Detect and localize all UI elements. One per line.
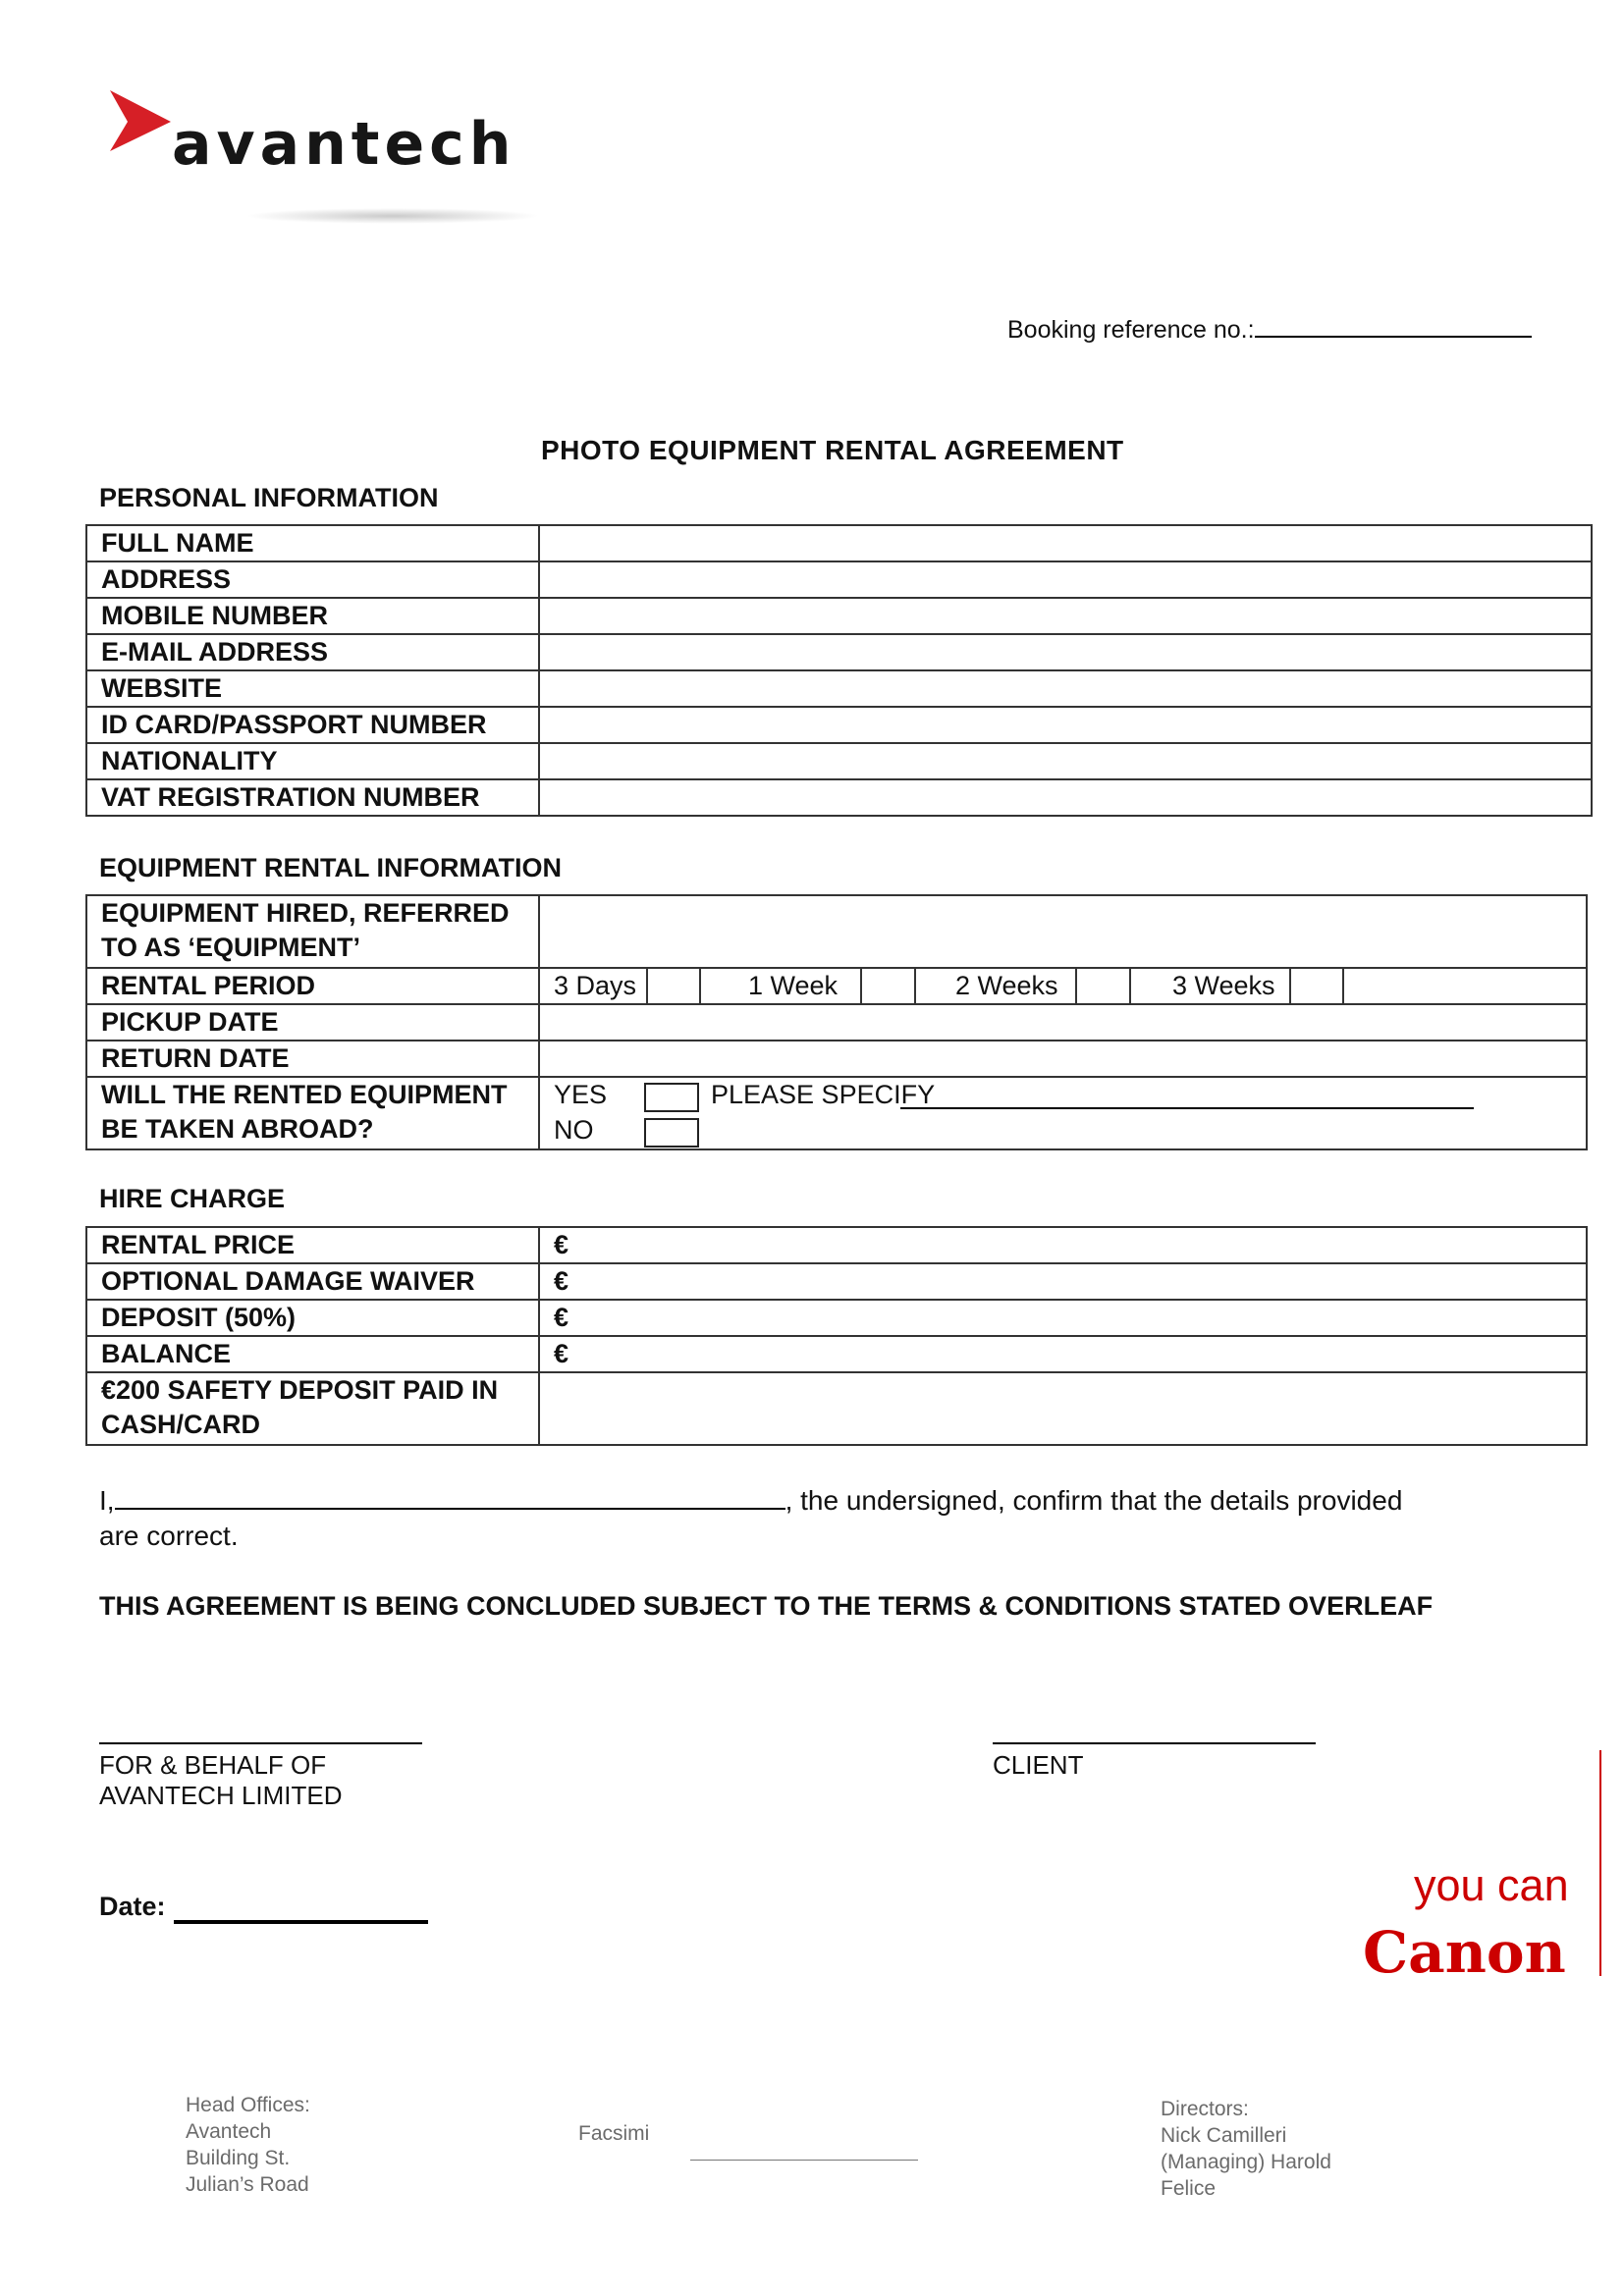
table-row — [86, 895, 1587, 968]
nationality-field[interactable] — [539, 743, 1592, 779]
client-signature-line[interactable] — [993, 1742, 1316, 1744]
nationality-label: NATIONALITY — [86, 743, 539, 779]
confirmation-statement — [99, 1482, 1402, 1517]
equipment-hired-field[interactable] — [539, 895, 1587, 968]
rental-price-field[interactable] — [539, 1227, 1587, 1263]
safety-deposit-field[interactable] — [539, 1372, 1587, 1445]
address-label: ADDRESS — [86, 561, 539, 598]
avantech-signature-line[interactable] — [99, 1742, 422, 1744]
divider — [699, 969, 701, 1003]
personal-info-table — [85, 524, 1593, 817]
return-date-field[interactable] — [539, 1041, 1587, 1077]
table-row — [86, 598, 1592, 634]
directors-line: Felice — [1161, 2177, 1217, 2200]
behalf-of-label — [99, 1750, 343, 1811]
full-name-field[interactable] — [539, 525, 1592, 561]
taken-abroad-label — [86, 1077, 539, 1149]
client-name-field[interactable] — [115, 1482, 785, 1510]
pickup-date-label: PICKUP DATE — [86, 1004, 539, 1041]
safety-deposit-label-line2: CASH/CARD — [101, 1410, 260, 1439]
table-row — [86, 1300, 1587, 1336]
table-row — [86, 779, 1592, 816]
email-field[interactable] — [539, 634, 1592, 670]
directors — [1161, 2096, 1331, 2202]
booking-reference — [1007, 312, 1532, 345]
table-row — [86, 1263, 1587, 1300]
id-passport-label: ID CARD/PASSPORT NUMBER — [86, 707, 539, 743]
head-offices-line: Julian’s Road — [186, 2173, 309, 2196]
terms-notice: THIS AGREEMENT IS BEING CONCLUDED SUBJECT TO THE TERMS & CONDITIONS STATED OVERLEAF — [99, 1591, 1434, 1621]
confirmation-suffix: , the undersigned, confirm that the details provided — [785, 1485, 1403, 1516]
avantech-logo-arrow-icon — [106, 86, 175, 157]
mobile-number-field[interactable] — [539, 598, 1592, 634]
personal-info-heading: PERSONAL INFORMATION — [99, 483, 439, 512]
taken-abroad-options — [539, 1077, 1587, 1149]
table-row — [86, 1227, 1587, 1263]
mobile-number-label: MOBILE NUMBER — [86, 598, 539, 634]
behalf-of-line1: FOR & BEHALF OF — [99, 1750, 327, 1780]
table-row — [86, 1372, 1587, 1445]
directors-line: (Managing) Harold — [1161, 2151, 1331, 2173]
facsimile-label: Facsimi — [578, 2122, 650, 2145]
website-label: WEBSITE — [86, 670, 539, 707]
head-offices-line: Building St. — [186, 2147, 291, 2169]
balance-label: BALANCE — [86, 1336, 539, 1372]
client-label: CLIENT — [993, 1750, 1084, 1780]
euro-symbol: € — [554, 1230, 569, 1259]
divider — [914, 969, 916, 1003]
divider — [1129, 969, 1131, 1003]
table-row — [86, 561, 1592, 598]
vat-number-label: VAT REGISTRATION NUMBER — [86, 779, 539, 816]
equipment-info-table — [85, 894, 1588, 1150]
booking-reference-label: Booking reference no.: — [1007, 316, 1255, 344]
please-specify-label: PLEASE SPECIFY — [711, 1080, 936, 1109]
damage-waiver-label: OPTIONAL DAMAGE WAIVER — [86, 1263, 539, 1300]
rental-period-options — [539, 968, 1587, 1004]
confirmation-line2: are correct. — [99, 1521, 239, 1551]
euro-symbol: € — [554, 1303, 569, 1332]
balance-field[interactable] — [539, 1336, 1587, 1372]
period-3-weeks-label: 3 Weeks — [1172, 971, 1275, 1000]
head-offices-line: Avantech — [186, 2120, 272, 2143]
deposit-label: DEPOSIT (50%) — [86, 1300, 539, 1336]
safety-deposit-label — [86, 1372, 539, 1445]
period-3-days-label: 3 Days — [554, 971, 637, 1000]
table-row — [86, 634, 1592, 670]
rental-price-label: RENTAL PRICE — [86, 1227, 539, 1263]
vat-number-field[interactable] — [539, 779, 1592, 816]
euro-symbol: € — [554, 1266, 569, 1296]
deposit-field[interactable] — [539, 1300, 1587, 1336]
id-passport-field[interactable] — [539, 707, 1592, 743]
equipment-hired-label — [86, 895, 539, 968]
taken-abroad-label-line1: WILL THE RENTED EQUIPMENT — [101, 1080, 508, 1109]
canon-logo: Canon — [1363, 1919, 1566, 1986]
canon-tagline: you can — [1414, 1860, 1569, 1910]
logo-shadow — [245, 208, 540, 224]
date-field[interactable] — [174, 1920, 428, 1924]
rental-period-label: RENTAL PERIOD — [86, 968, 539, 1004]
period-2-weeks-checkbox[interactable] — [1077, 969, 1128, 1003]
return-date-label: RETURN DATE — [86, 1041, 539, 1077]
behalf-of-line2: AVANTECH LIMITED — [99, 1781, 343, 1810]
please-specify-field[interactable] — [900, 1084, 1474, 1109]
period-1-week-label: 1 Week — [748, 971, 839, 1000]
full-name-label: FULL NAME — [86, 525, 539, 561]
euro-symbol: € — [554, 1339, 569, 1368]
equipment-hired-label-line1: EQUIPMENT HIRED, REFERRED — [101, 898, 510, 928]
footer-divider — [690, 2160, 918, 2161]
page-title: PHOTO EQUIPMENT RENTAL AGREEMENT — [541, 435, 1124, 465]
email-label: E-MAIL ADDRESS — [86, 634, 539, 670]
table-row — [86, 743, 1592, 779]
period-1-week-checkbox[interactable] — [862, 969, 913, 1003]
equipment-info-heading: EQUIPMENT RENTAL INFORMATION — [99, 853, 562, 882]
address-field[interactable] — [539, 561, 1592, 598]
canon-divider — [1599, 1750, 1601, 1976]
table-row — [86, 1041, 1587, 1077]
directors-line: Nick Camilleri — [1161, 2124, 1287, 2147]
table-row — [86, 968, 1587, 1004]
safety-deposit-label-line1: €200 SAFETY DEPOSIT PAID IN — [101, 1375, 499, 1405]
date-label: Date: — [99, 1892, 166, 1921]
period-3-days-checkbox[interactable] — [648, 969, 699, 1003]
avantech-logo: avantech — [172, 110, 516, 179]
confirmation-prefix: I, — [99, 1485, 115, 1516]
hire-charge-table — [85, 1226, 1588, 1446]
pickup-date-field[interactable] — [539, 1004, 1587, 1041]
abroad-no-checkbox[interactable] — [644, 1118, 699, 1148]
table-row — [86, 525, 1592, 561]
table-row — [86, 670, 1592, 707]
hire-charge-heading: HIRE CHARGE — [99, 1184, 286, 1213]
table-row — [86, 1336, 1587, 1372]
table-row — [86, 1004, 1587, 1041]
abroad-no-label: NO — [554, 1115, 594, 1145]
abroad-yes-label: YES — [554, 1080, 608, 1109]
head-offices-line: Head Offices: — [186, 2094, 310, 2116]
damage-waiver-field[interactable] — [539, 1263, 1587, 1300]
period-3-weeks-checkbox[interactable] — [1291, 969, 1342, 1003]
table-row — [86, 1077, 1587, 1149]
booking-reference-field[interactable] — [1255, 312, 1532, 338]
head-offices — [186, 2092, 310, 2198]
divider — [1342, 969, 1344, 1003]
abroad-yes-checkbox[interactable] — [644, 1083, 699, 1112]
website-field[interactable] — [539, 670, 1592, 707]
taken-abroad-label-line2: BE TAKEN ABROAD? — [101, 1114, 374, 1144]
directors-line: Directors: — [1161, 2098, 1249, 2120]
equipment-hired-label-line2: TO AS ‘EQUIPMENT’ — [101, 933, 361, 962]
period-2-weeks-label: 2 Weeks — [955, 971, 1058, 1000]
table-row — [86, 707, 1592, 743]
